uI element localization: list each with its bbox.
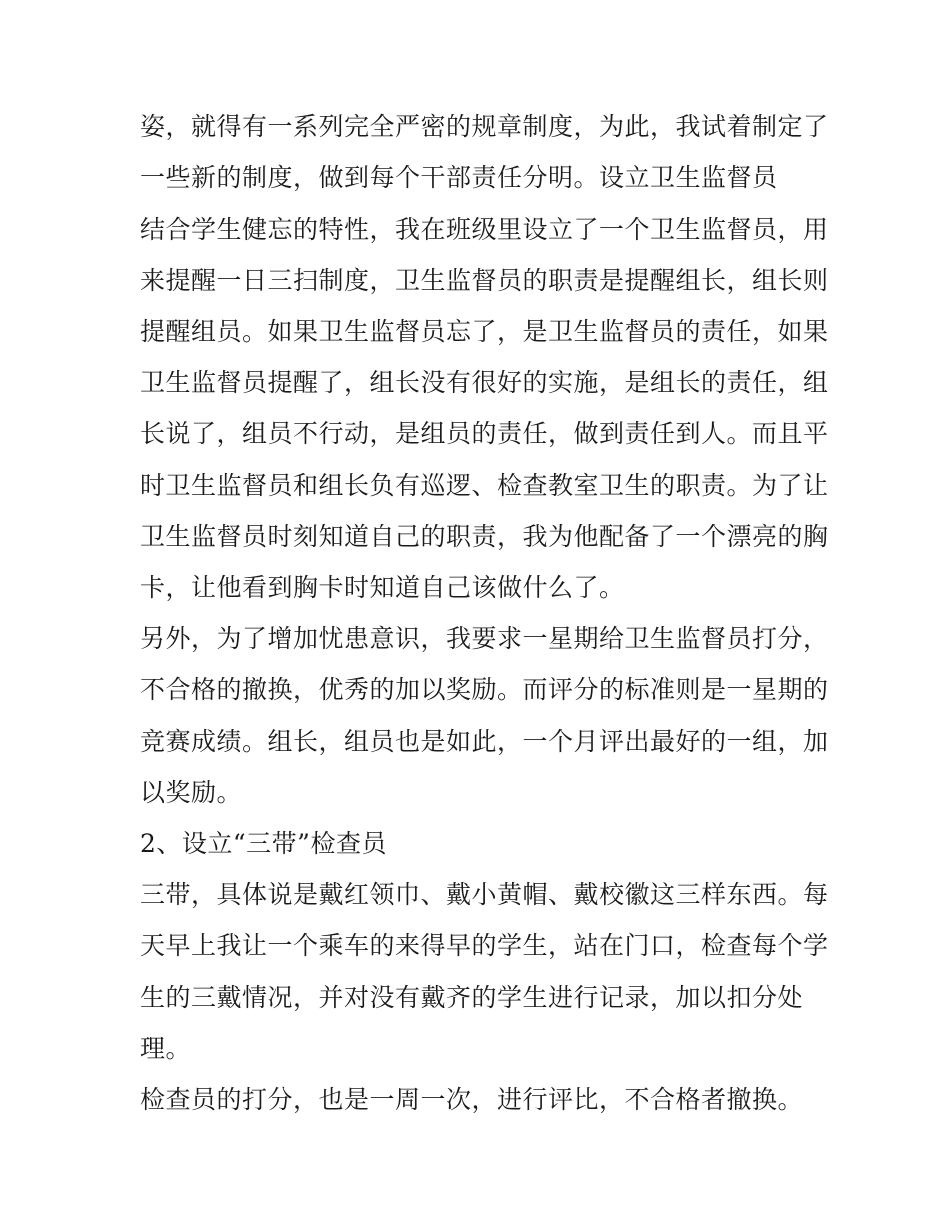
text-line: 提醒组员。如果卫生监督员忘了，是卫生监督员的责任，如果 xyxy=(140,317,829,346)
text-line: 卡，让他看到胸卡时知道自己该做什么了。 xyxy=(140,573,625,602)
text-line: 卫生监督员时刻知道自己的职责，我为他配备了一个漂亮的胸 xyxy=(140,522,829,551)
text-line: 另外，为了增加忧患意识，我要求一星期给卫生监督员打分， xyxy=(140,624,829,653)
text-line: 来提醒一日三扫制度，卫生监督员的职责是提醒组长，组长则 xyxy=(140,266,829,295)
text-line: 长说了，组员不行动，是组员的责任，做到责任到人。而且平 xyxy=(140,419,829,448)
text-line: 姿，就得有一系列完全严密的规章制度，为此，我试着制定了 xyxy=(140,112,829,141)
text-line: 三带，具体说是戴红领巾、戴小黄帽、戴校徽这三样东西。每 xyxy=(140,880,829,909)
text-line: 一些新的制度，做到每个干部责任分明。设立卫生监督员 xyxy=(140,163,778,192)
text-line: 卫生监督员提醒了，组长没有很好的实施，是组长的责任，组 xyxy=(140,368,829,397)
text-line: 天早上我让一个乘车的来得早的学生，站在门口，检查每个学 xyxy=(140,931,829,960)
section-heading: 2、设立“三带”检查员 xyxy=(140,829,387,858)
text-line: 生的三戴情况，并对没有戴齐的学生进行记录，加以扣分处 xyxy=(140,983,804,1012)
text-line: 以奖励。 xyxy=(140,778,243,807)
text-line: 检查员的打分，也是一周一次，进行评比，不合格者撤换。 xyxy=(140,1085,804,1114)
text-line: 不合格的撤换，优秀的加以奖励。而评分的标准则是一星期的 xyxy=(140,675,829,704)
text-line: 时卫生监督员和组长负有巡逻、检查教室卫生的职责。为了让 xyxy=(140,471,829,500)
text-line: 竞赛成绩。组长，组员也是如此，一个月评出最好的一组，加 xyxy=(140,727,829,756)
text-line: 结合学生健忘的特性，我在班级里设立了一个卫生监督员，用 xyxy=(140,215,829,244)
text-line: 理。 xyxy=(140,1034,192,1063)
